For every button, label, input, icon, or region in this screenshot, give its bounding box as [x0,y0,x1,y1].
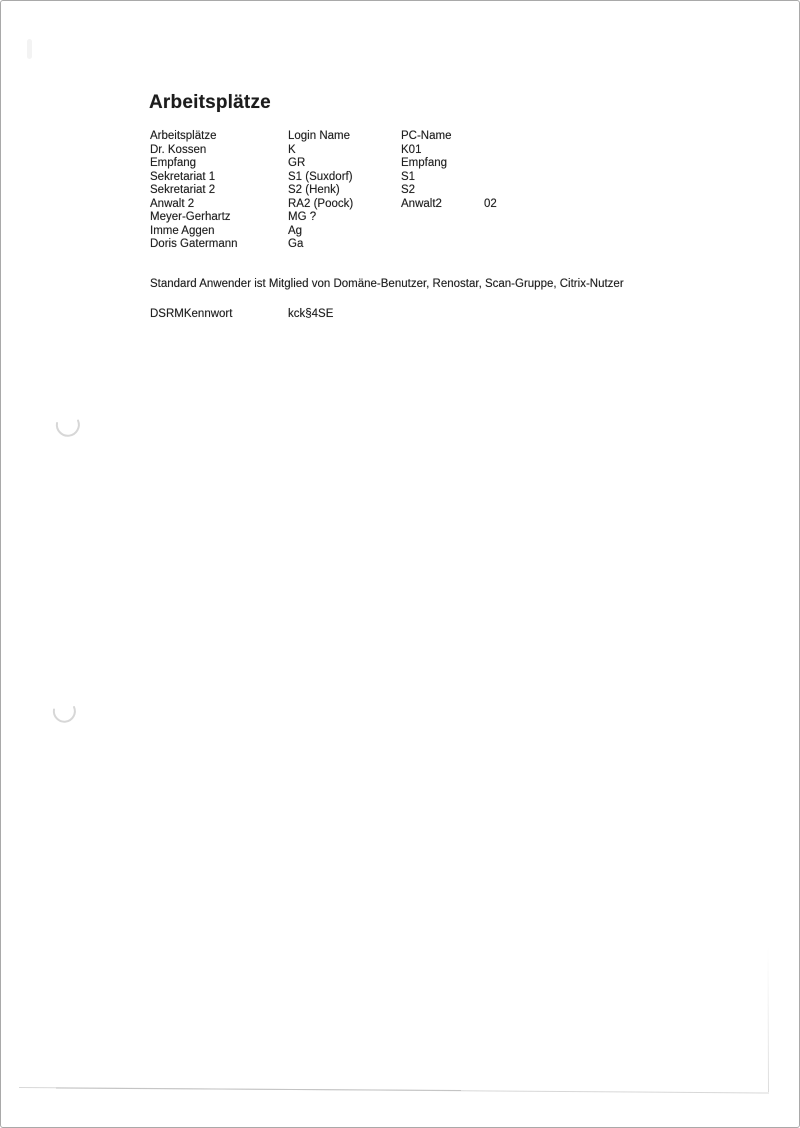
col-header-pc-name: PC-Name [401,130,452,142]
table-row [150,144,497,158]
cell-pc: Empfang [401,157,448,169]
table-row [150,225,497,239]
cell-login: RA2 (Poock) [288,197,354,210]
dsrm-label: DSRMKennwort [150,308,233,320]
cell-login: MG ? [288,211,317,223]
paper-edge-bottom-dark [56,1088,461,1091]
cell-pc: K01 [401,143,422,156]
paper-edge-bottom [19,1088,769,1094]
table-row [150,198,497,212]
cell-login: Ag [288,224,303,237]
cell-arbeitsplatz: Sekretariat 1 [150,170,216,183]
cell-arbeitsplatz: Doris Gatermann [150,238,238,250]
cell-login: K [288,143,296,156]
table-row [150,184,497,198]
dsrm-password-row [150,308,333,322]
table-row [150,211,497,225]
punch-hole-icon [54,707,75,722]
membership-note: Standard Anwender ist Mitglied von Domäne-Benutzer, Renostar, Scan-Gruppe, Citrix-Nutzer [150,278,624,290]
cell-login: S1 (Suxdorf) [288,170,353,183]
col-header-login-name: Login Name [288,130,351,142]
workstation-table [150,130,497,252]
paper-edge-right [768,946,769,1092]
cell-arbeitsplatz: Dr. Kossen [150,143,207,156]
col-header-arbeitsplaetze: Arbeitsplätze [150,130,217,142]
cell-pc [401,211,484,225]
table-row [150,157,497,171]
cell-pc: S1 [401,170,416,183]
cell-pc [401,225,484,239]
cell-arbeitsplatz: Empfang [150,157,197,169]
dsrm-value: kck§4SE [288,308,334,320]
cell-arbeitsplatz: Sekretariat 2 [150,184,216,196]
table-row [150,238,497,252]
cell-login: Ga [288,238,304,250]
cell-pc: Anwalt2 [401,197,442,210]
page-title: Arbeitsplätze [149,92,271,113]
cell-pc: S2 [401,184,416,196]
cell-arbeitsplatz: Anwalt 2 [150,197,195,210]
cell-extra: 02 [484,197,497,210]
cell-arbeitsplatz: Imme Aggen [150,224,215,237]
cell-login: GR [288,157,306,169]
table-header-row [150,130,497,144]
cell-login: S2 (Henk) [288,184,340,196]
table-row [150,171,497,185]
cell-pc [401,238,484,252]
cell-arbeitsplatz: Meyer-Gerhartz [150,211,231,223]
smudge-mark [27,39,32,59]
punch-hole-icon [57,421,79,436]
